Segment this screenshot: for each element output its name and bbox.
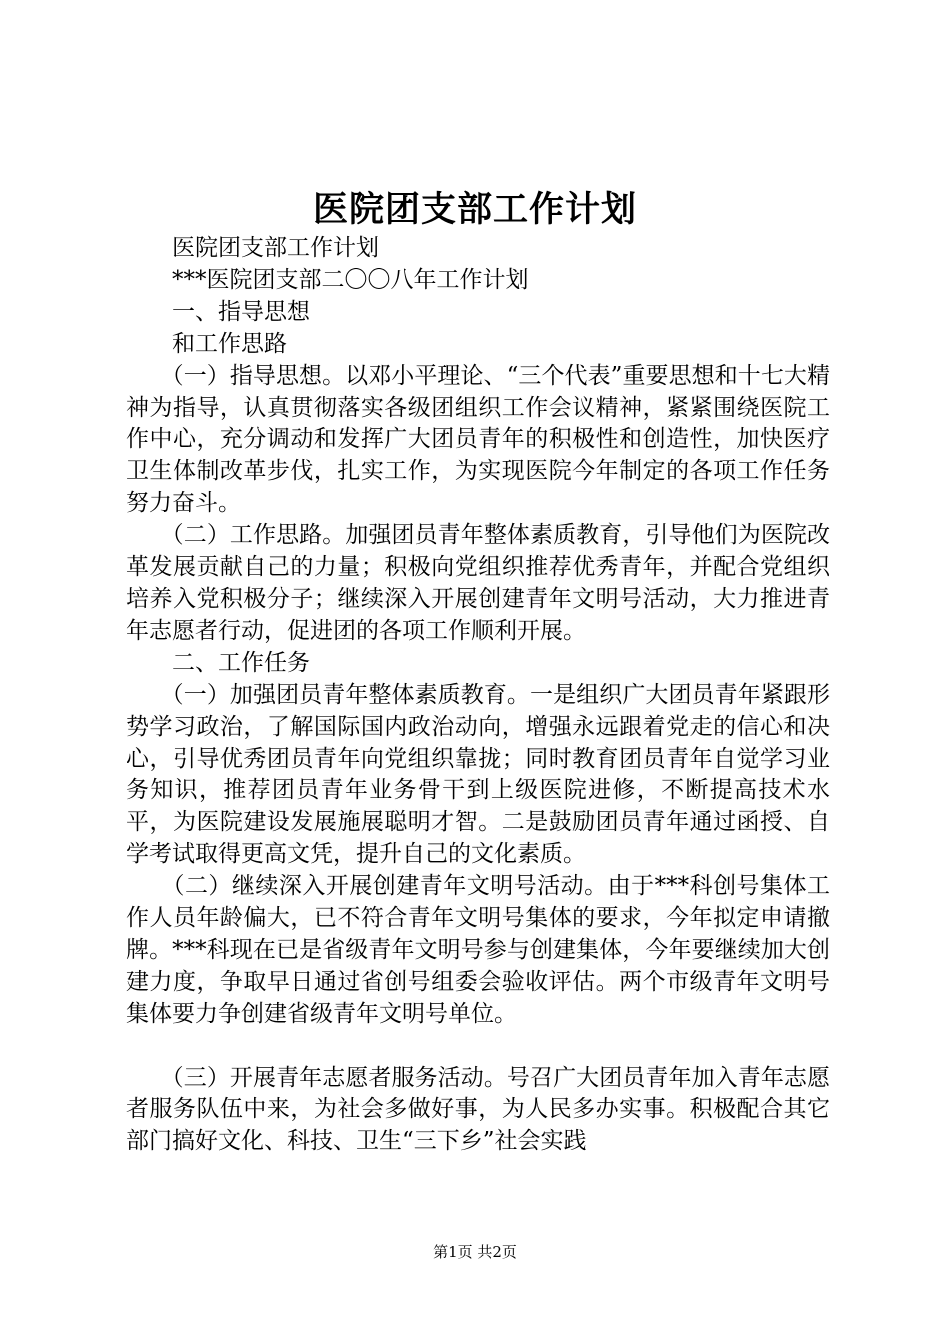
paragraph: （一）指导思想。以邓小平理论、“三个代表”重要思想和十七大精神为指导，认真贯彻落实各级团组织工作会议精神，紧紧围绕医院工作中心，充分调动和发挥广大团员青年的积极性和创造性，加快医疗卫生体制改革步伐，扎实工作，为实现医院今年制定的各项工作任务努力奋斗。 bbox=[126, 362, 830, 517]
paragraph: ***医院团支部二〇〇八年工作计划 bbox=[126, 266, 529, 293]
paragraph: （二）继续深入开展创建青年文明号活动。由于***科创号集体工作人员年龄偏大，已不符合青年文明号集体的要求，今年拟定申请撤牌。***科现在已是省级青年文明号参与创建集体，今年要继续加大创建力度，争取早日通过省创号组委会验收评估。两个市级青年文明号集体要力争创建省级青年文明号单位。 bbox=[126, 873, 830, 1027]
paragraph: 一、指导思想 bbox=[126, 298, 310, 325]
document-title: 医院团支部工作计划 bbox=[312, 189, 637, 230]
paragraph: （一）加强团员青年整体素质教育。一是组织广大团员青年紧跟形势学习政治，了解国际国内政治动向，增强永远跟着党走的信心和决心，引导优秀团员青年向党组织靠拢；同时教育团员青年自觉学习业务知识，推荐团员青年业务骨干到上级医院进修，不断提高技术水平，为医院建设发展施展聪明才智。二是鼓励团员青年通过函授、自学考试取得更高文凭，提升自己的文化素质。 bbox=[126, 681, 830, 868]
paragraph: 和工作思路 bbox=[126, 330, 287, 357]
paragraph: 医院团支部工作计划 bbox=[126, 235, 379, 261]
page-number-footer: 第1页 共2页 bbox=[433, 1243, 517, 1261]
document-body bbox=[126, 233, 830, 1158]
paragraph: （三）开展青年志愿者服务活动。号召广大团员青年加入青年志愿者服务队伍中来，为社会多做好事，为人民多办实事。积极配合其它部门搞好文化、科技、卫生“三下乡”社会实践 bbox=[126, 1064, 830, 1155]
blank-line bbox=[126, 1031, 830, 1063]
paragraph: （二）工作思路。加强团员青年整体素质教育，引导他们为医院改革发展贡献自己的力量；积极向党组织推荐优秀青年，并配合党组织培养入党积极分子；继续深入开展创建青年文明号活动，大力推进青年志愿者行动，促进团的各项工作顺利开展。 bbox=[126, 522, 830, 644]
paragraph: 二、工作任务 bbox=[126, 649, 310, 676]
